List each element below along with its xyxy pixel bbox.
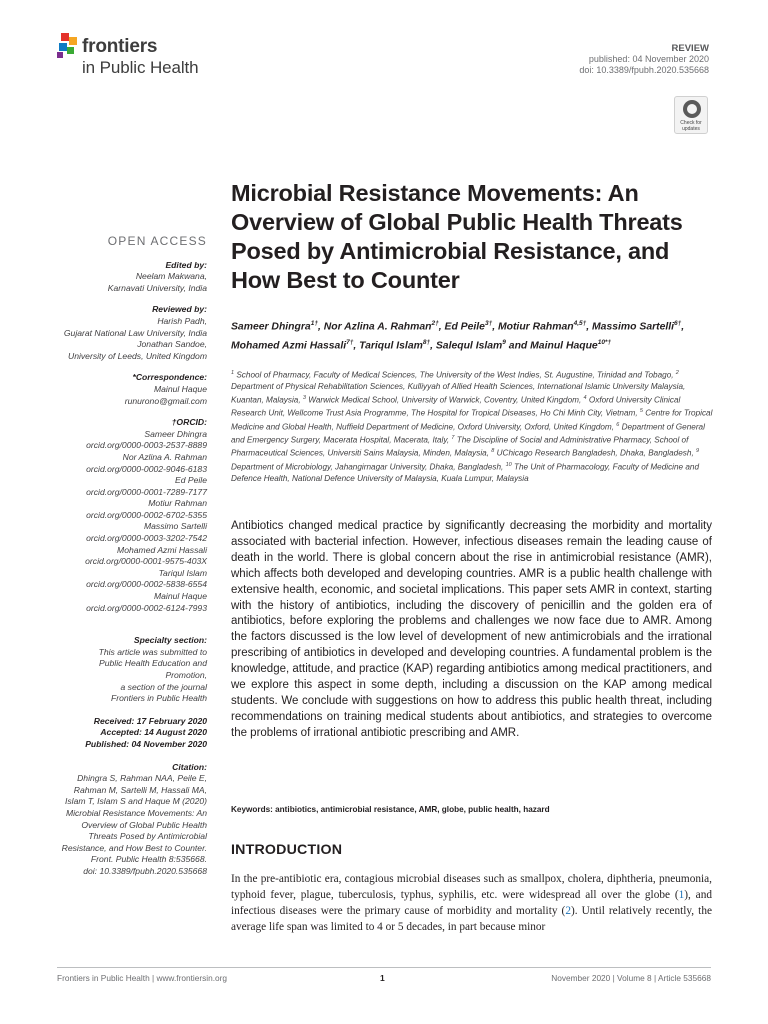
article-type: REVIEW (671, 43, 709, 54)
sidebar-line: Public Health Education and (99, 658, 207, 669)
affiliation-text: UChicago Research Bangladesh, Dhaka, Bangladesh, (494, 448, 696, 458)
section-heading-introduction: INTRODUCTION (231, 842, 343, 858)
author-name[interactable]: Tariqul Islam (359, 340, 423, 352)
citation-heading: Citation: (172, 761, 207, 772)
sidebar-line[interactable]: orcid.org/0000-0003-3202-7542 (86, 533, 207, 544)
check-for-updates-badge[interactable] (674, 96, 708, 134)
author-affiliation-marker: 7† (346, 338, 354, 346)
sidebar-line: Mainul Haque (153, 591, 207, 602)
sidebar-line: doi: 10.3389/fpubh.2020.535668 (83, 865, 207, 876)
check-updates-label: Check for updates (680, 120, 702, 132)
sidebar-line: Mohamed Azmi Hassali (117, 544, 207, 555)
sidebar-line: Motiur Rahman (148, 498, 207, 509)
author-name[interactable]: Nor Azlina A. Rahman (323, 321, 432, 333)
sidebar-line: Dhingra S, Rahman NAA, Peile E, (77, 773, 207, 784)
affiliation-text: Oxford University Clinical Research Unit, Wellcome Trust Asia Programme, The Hospital for Tropical Diseases, Ho Chi Minh City, Vietnam, (231, 395, 681, 418)
author-affiliation-marker: 10*† (597, 338, 612, 346)
author-name[interactable]: Mohamed Azmi Hassali (231, 340, 347, 352)
sidebar-line[interactable]: orcid.org/0000-0002-5838-6554 (86, 579, 207, 590)
article-meta (579, 43, 709, 76)
author-affiliation-marker: 6† (674, 320, 682, 327)
author-name[interactable]: Salequl Islam (435, 340, 503, 352)
affiliation-number: 10 (505, 461, 512, 468)
check-updates-icon (683, 100, 701, 118)
sidebar-line: Islam T, Islam S and Haque M (2020) (64, 796, 207, 807)
introduction-paragraph (231, 871, 712, 935)
sidebar-line: Tariqul Islam (158, 567, 207, 578)
sidebar-line: This article was submitted to (98, 646, 207, 657)
author-name[interactable]: Massimo Sartelli (592, 321, 675, 333)
footer-issue: November 2020 | Volume 8 | Article 535668 (551, 973, 711, 983)
logo-journal-name: in Public Health (82, 58, 199, 77)
page-number: 1 (380, 973, 385, 983)
abstract: Antibiotics changed medical practice by significantly decreasing the morbidity and mortality associated with bacterial infection. However, infectious diseases remain the leading cause of death in the world. There is global concern about the rise in antimicrobial resistance (AMR), which affects both developed and developing countries. AMR is a public health challenge with extensive health, economic, and societal implications. This paper sets AMR in context, starting with the history of antibiotics, including the discovery of penicillin and the golden era of antibiotics, before exploring the problems and challenges we now face due to AMR. Among the factors discussed is the low level of development of new antimicrobials and the irrational prescribing of antibiotics in developed and developing countries. A fundamental problem is the knowledge, attitude, and practice (KAP) regarding antibiotics among medical practitioners, and we explore this aspect in some depth, including a discussion on the KAP among medical students. We conclude with suggestions on how to address this public health threat, including recommendations on training medical students about antibiotics, and strategies to overcome the problems of irrational antibiotic prescribing and AMR. (231, 520, 712, 739)
correspondence-list (40, 384, 207, 407)
author-affiliation-marker: 4,5† (573, 320, 587, 327)
affiliation-number: 1 (231, 370, 235, 376)
affiliation-number: 6 (616, 421, 620, 428)
correspondence-heading: *Correspondence: (132, 372, 207, 383)
affiliation-number: 8 (491, 448, 495, 455)
author-list: Sameer Dhingra$^{1\dagger}$, Nor Azlina A. Rahman$^{2\dagger}$, Ed Peile$^{3\dagger}$, Motiur Rahman$^{4,5\dagger}$, Massimo Sartelli$^{6\dagger}$, Mohamed Azmi Hassali$^{7\dagger}$, Tariqul Islam$^{8\dagger}$, Salequl Islam$^9$ and Mainul Haque$^{10*\dagger}$ (231, 320, 685, 352)
sidebar-line: Frontiers in Public Health (110, 693, 207, 704)
sidebar-line[interactable]: orcid.org/0000-0002-9046-6183 (86, 463, 207, 474)
edited-by-heading: Edited by: (165, 259, 207, 270)
author-name[interactable]: Motiur Rahman (497, 321, 574, 333)
journal-logo[interactable] (57, 33, 227, 81)
affiliation-text: Department of General and Emergency Surgery, Macerata Hospital, Macerata, Italy, (231, 422, 705, 445)
author-name[interactable]: Mainul Haque (530, 340, 598, 352)
open-access-label: OPEN ACCESS (107, 234, 207, 248)
author-affiliation-marker: 8† (422, 338, 431, 346)
sidebar-line: a section of the journal (120, 681, 207, 692)
sidebar-line: Microbial Resistance Movements: An (65, 807, 207, 818)
keywords: Keywords: antibiotics, antimicrobial resistance, AMR, globe, public health, hazard (231, 805, 550, 814)
affiliation-text: Department of Physical Rehabilitation Sciences, Kulliyyah of Allied Health Sciences, International Islamic University Malaysia, Kuantan, Malaysia, (231, 382, 686, 405)
affiliation-text: School of Pharmacy, Faculty of Medical Sciences, The University of the West Indies, St. Augustine, Trinidad and Tobago, (234, 370, 676, 380)
citation-list (40, 773, 207, 877)
reviewed-by-list (40, 316, 207, 362)
sidebar-line: Massimo Sartelli (143, 521, 207, 532)
sidebar-line: Sameer Dhingra (144, 428, 207, 439)
author-affiliation-marker: 1† (310, 320, 318, 327)
footer-journal[interactable]: Frontiers in Public Health | www.frontiersin.org (57, 973, 228, 983)
logo-wordmark: frontiers (82, 36, 158, 57)
specialty-list (40, 647, 207, 705)
sidebar-line: Neelam Makwana, (135, 271, 207, 282)
sidebar-line[interactable]: orcid.org/0000-0002-6124-7993 (86, 602, 207, 613)
article-title: Microbial Resistance Movements: An Overview of Global Public Health Threats Posed by Antimicrobial Resistance, and How Best to Counter (231, 180, 683, 293)
affiliation-text: Department of Microbiology, Jahangirnagar University, Dhaka, Bangladesh, (231, 462, 506, 472)
affiliation-number: 4 (583, 394, 587, 401)
affiliation-number: 5 (639, 408, 643, 415)
intro-text: ). Until relatively recently, the average life span was limited to 4 or 5 decades, in part because minor (231, 905, 712, 934)
accepted-date: Accepted: 14 August 2020 (100, 727, 207, 738)
sidebar-line: Promotion, (165, 670, 207, 680)
sidebar-line: Rahman M, Sartelli M, Hassali MA, (73, 784, 207, 795)
affiliation-text: The Unit of Pharmacology, Faculty of Medicine and Defence Health, National Defence University of Malaysia, Kuala Lumpur, Malaysia (231, 462, 700, 483)
author-name[interactable]: Ed Peile (444, 321, 485, 333)
sidebar-line[interactable]: orcid.org/0000-0002-6702-5355 (86, 509, 207, 520)
frontiers-logo-icon (57, 33, 81, 59)
sidebar-line: Front. Public Health 8:535668. (90, 854, 207, 865)
sidebar-line: Harish Padh, (157, 315, 207, 326)
author-name[interactable]: Sameer Dhingra (231, 321, 311, 333)
sidebar-line: Gujarat National Law University, India (63, 327, 207, 338)
sidebar-line: Resistance, and How Best to Counter. (61, 842, 207, 853)
sidebar-line[interactable]: orcid.org/0000-0003-2537-8889 (86, 440, 207, 451)
sidebar-line: Karnavati University, India (107, 282, 207, 293)
affiliation-number: 9 (696, 448, 700, 455)
sidebar-line[interactable]: orcid.org/0000-0001-9575-403X (85, 556, 207, 567)
reference-link[interactable]: 1 (678, 889, 685, 902)
intro-text: In the pre-antibiotic era, contagious microbial diseases such as smallpox, cholera, diphtheria, pneumonia, typhoid fever, plague, tuberculosis, typhus, syphilis, etc. were widespread all over the globe ( (231, 873, 712, 902)
orcid-list (40, 429, 207, 615)
affiliation-text: Centre for Tropical Medicine and Global Health, Nuffield Department of Medicine, Oxford University, Oxford, United Kingdom, (231, 408, 713, 432)
affiliations (231, 368, 717, 484)
affiliation-text: The Discipline of Social and Administrative Pharmacy, School of Pharmaceutical Sciences, Universiti Sains Malaysia, Minden, Malaysia, (231, 435, 689, 458)
sidebar-line: Mainul Haque (153, 383, 207, 394)
author-affiliation-marker: 9 (502, 338, 506, 346)
affiliation-number: 3 (302, 394, 306, 401)
article-doi[interactable]: doi: 10.3389/fpubh.2020.535668 (579, 65, 709, 75)
received-date: Received: 17 February 2020 (93, 715, 207, 726)
sidebar-line: Threats Posed by Antimicrobial (88, 831, 207, 842)
reference-link[interactable]: 2 (565, 905, 571, 918)
edited-by-list (40, 271, 207, 294)
orcid-heading: †ORCID: (171, 417, 207, 428)
sidebar-line[interactable]: runurono@gmail.com (124, 395, 207, 406)
sidebar-line: Nor Azlina A. Rahman (122, 451, 207, 462)
sidebar-line: University of Leeds, United Kingdom (67, 350, 207, 361)
affiliation-number: 7 (451, 434, 455, 441)
specialty-heading: Specialty section: (133, 635, 207, 646)
footer-divider (57, 967, 711, 968)
sidebar-line: Jonathan Sandoe, (137, 339, 207, 350)
sidebar-line[interactable]: orcid.org/0000-0001-7289-7177 (86, 486, 207, 497)
dates-block (40, 716, 207, 751)
published-date: published: 04 November 2020 (588, 54, 709, 64)
sidebar-line: Overview of Global Public Health (81, 819, 207, 830)
sidebar-line: Ed Peile (174, 475, 207, 486)
reviewed-by-heading: Reviewed by: (152, 304, 207, 315)
author-affiliation-marker: 3† (484, 320, 493, 327)
author-affiliation-marker: 2† (431, 320, 439, 327)
intro-text: ), and infectious diseases were the primary cause of morbidity and mortality ( (231, 889, 712, 918)
affiliation-text: Warwick Medical School, University of Warwick, Coventry, United Kingdom, (305, 395, 584, 405)
affiliation-number: 2 (675, 370, 679, 376)
published-date-sidebar: Published: 04 November 2020 (85, 738, 207, 749)
article-sidebar (40, 236, 207, 878)
